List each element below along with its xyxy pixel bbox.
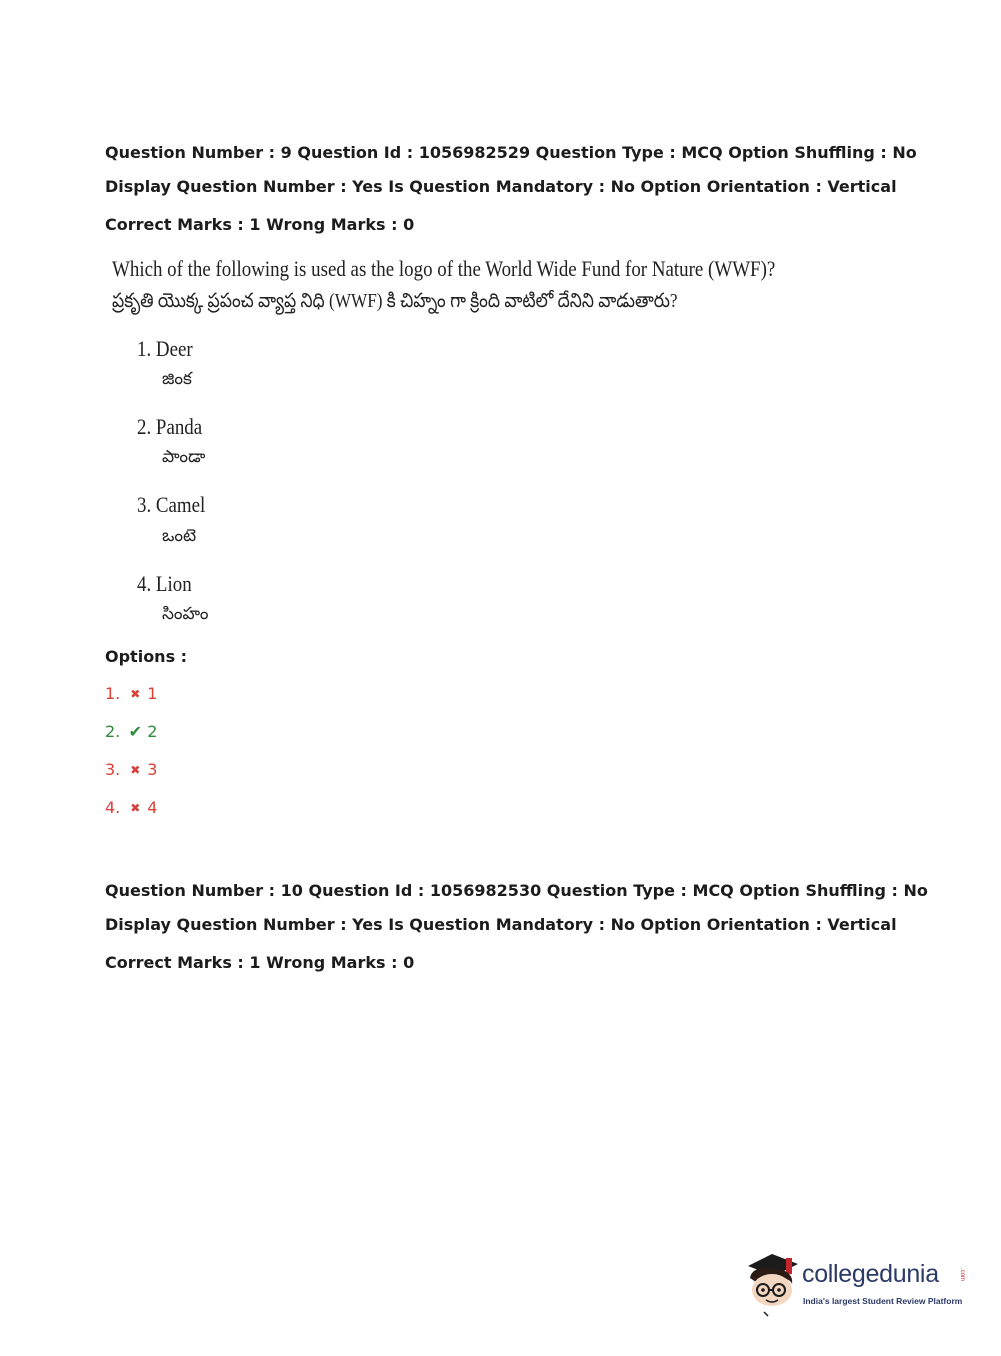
q9-meta-line1: Question Number : 9 Question Id : 1056982529 Question Type : MCQ Option Shuffling : No: [105, 143, 917, 162]
q10-meta-line2: Display Question Number : Yes Is Question Mandatory : No Option Orientation : Vertical: [105, 915, 897, 934]
option-number: 1.: [105, 684, 121, 703]
collegedunia-logo: [742, 1248, 970, 1318]
q9-text-en: Which of the following is used as the logo of the World Wide Fund for Nature (WWF)?: [112, 256, 776, 281]
choice-1-te: జింక: [162, 369, 192, 388]
options-label: Options :: [105, 647, 188, 666]
q9-meta-line3: Correct Marks : 1 Wrong Marks : 0: [105, 215, 415, 234]
option-4: [105, 798, 157, 817]
student-mascot-icon: [742, 1248, 804, 1318]
choice-3-en: 3. Camel: [137, 492, 206, 517]
choice-4-en: 4. Lion: [137, 571, 192, 596]
logo-wordmark: collegedunia: [802, 1260, 939, 1288]
choice-2-en: 2. Panda: [137, 414, 203, 439]
cross-icon: ✖: [130, 686, 141, 701]
choice-2-te: పాండా: [162, 447, 206, 466]
q9-text-te: ప్రకృతి యొక్క ప్రపంచ వ్యాప్త నిధి (WWF) కి చిహ్నం గా క్రింది వాటిలో దేనిని వాడుతారు?: [112, 290, 678, 312]
option-1: [105, 684, 157, 703]
option-number: 3.: [105, 760, 121, 779]
option-value: 3: [147, 760, 158, 779]
logo-tagline: India's largest Student Review Platform: [803, 1296, 963, 1306]
cross-icon: ✖: [130, 800, 141, 815]
option-value: 2: [147, 722, 158, 741]
cross-icon: ✖: [130, 762, 141, 777]
q9-meta-line2: Display Question Number : Yes Is Question Mandatory : No Option Orientation : Vertical: [105, 177, 897, 196]
option-2: [105, 722, 157, 741]
option-value: 1: [147, 684, 158, 703]
option-value: 4: [147, 798, 158, 817]
option-3: [105, 760, 157, 779]
q10-meta-line1: Question Number : 10 Question Id : 1056982530 Question Type : MCQ Option Shuffling : No: [105, 881, 928, 900]
q10-meta-line3: Correct Marks : 1 Wrong Marks : 0: [105, 953, 415, 972]
choice-3-te: ఒంటె: [162, 526, 197, 545]
checkmark-icon: ✔: [128, 722, 142, 741]
option-number: 4.: [105, 798, 121, 817]
option-number: 2.: [105, 722, 121, 741]
logo-com: .com: [959, 1268, 965, 1282]
choice-4-te: సింహం: [162, 604, 209, 623]
choice-1-en: 1. Deer: [137, 336, 193, 361]
